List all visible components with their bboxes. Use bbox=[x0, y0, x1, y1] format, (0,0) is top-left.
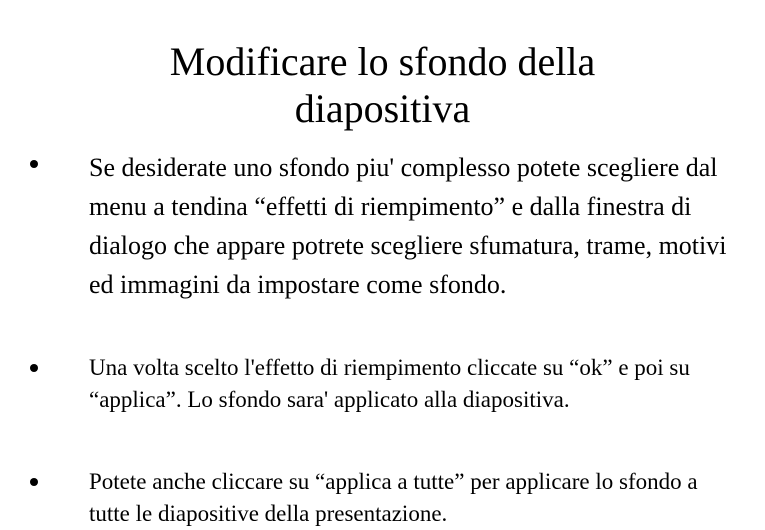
bullet-dot-icon bbox=[30, 160, 38, 168]
bullet-dot-icon bbox=[30, 364, 38, 372]
bullet-text: Una volta scelto l'effetto di riempimento cliccate su “ok” e poi su “applica”. Lo sfondo sara' applicato alla diapositiva. bbox=[89, 355, 690, 412]
bullet-text: Potete anche cliccare su “applica a tutte” per applicare lo sfondo a tutte le diapositive della presentazione. bbox=[89, 469, 698, 526]
slide-title bbox=[0, 38, 765, 132]
bullet-text: Se desiderate uno sfondo piu' complesso potete scegliere dal menu a tendina “effetti di riempimento” e dalla finestra di dialogo che appare potrete scegliere sfumatura, trame, motivi ed immagini da impostare come sfondo. bbox=[89, 153, 727, 299]
slide-title-line-2: diapositiva bbox=[294, 86, 471, 131]
slide-title-line-1: Modificare lo sfondo della bbox=[169, 39, 596, 84]
bullet-dot-icon bbox=[30, 478, 38, 486]
